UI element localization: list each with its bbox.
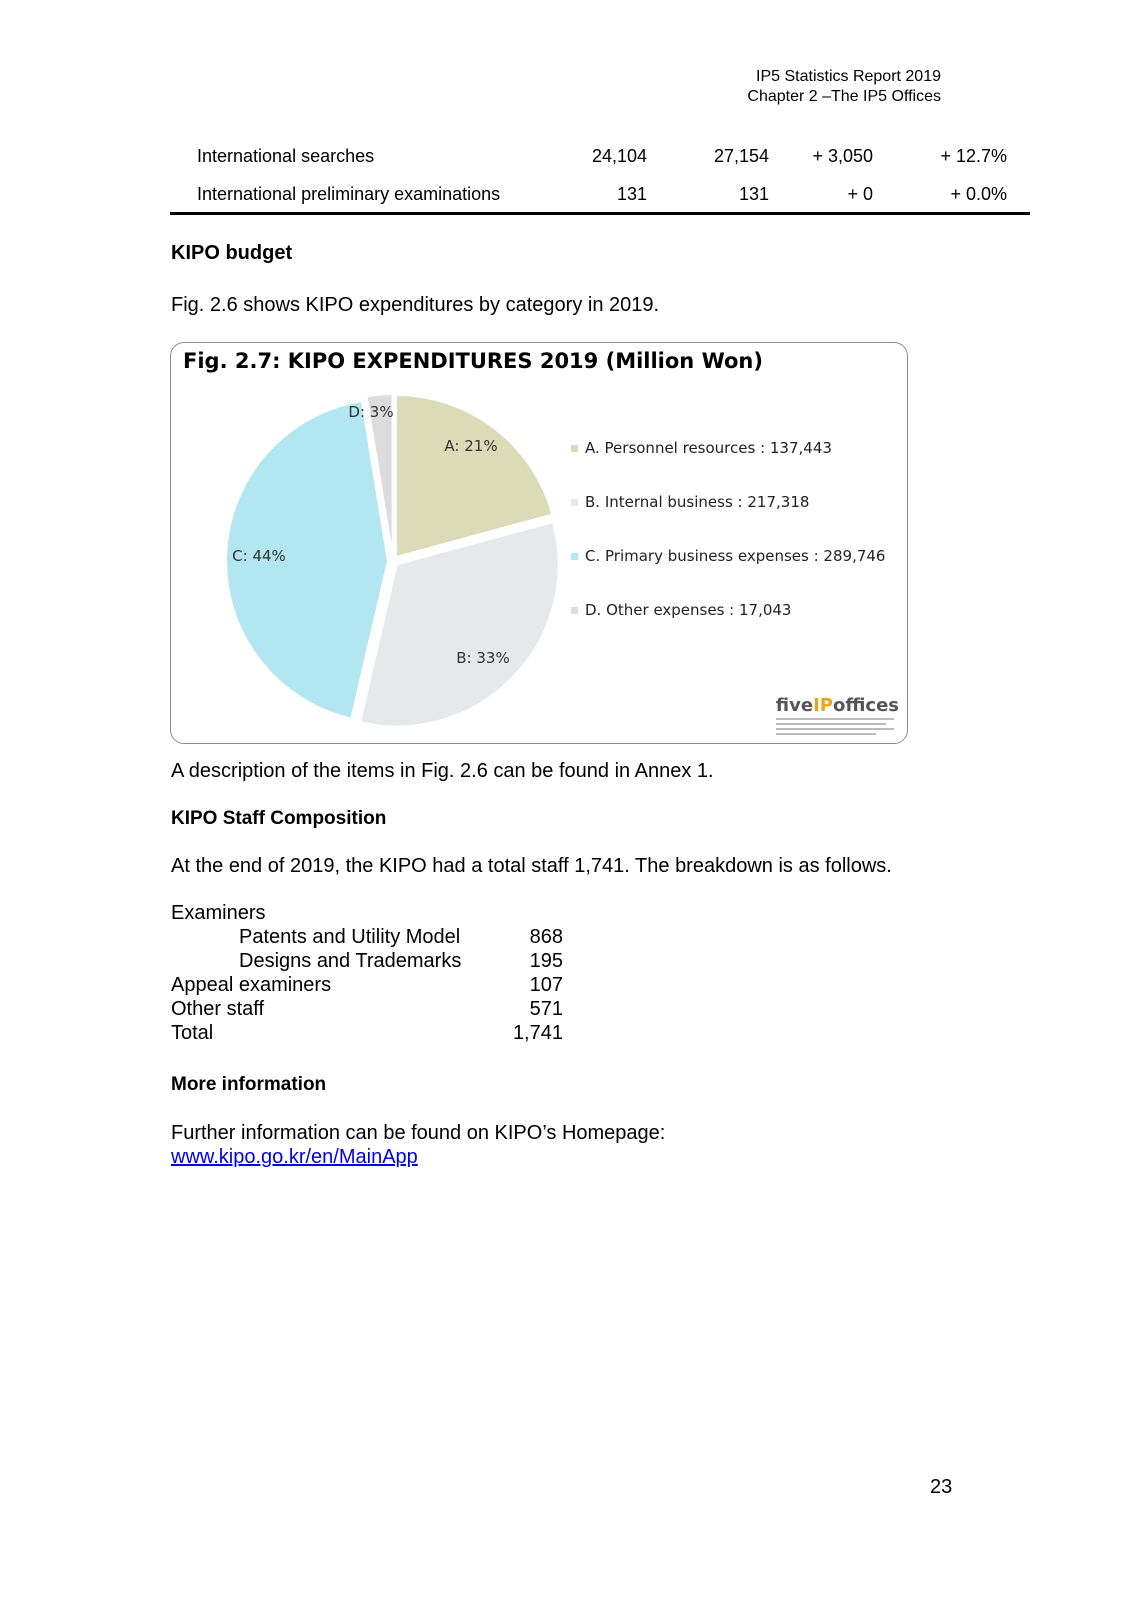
staff-value-total: 1,741: [512, 1022, 563, 1044]
more-info-heading: More information: [171, 1074, 327, 1095]
budget-note: A description of the items in Fig. 2.6 can be found in Annex 1.: [171, 760, 714, 782]
pie-slice-b: [360, 522, 559, 726]
row-value-1: 131: [616, 184, 647, 204]
legend-item-c: C. Primary business expenses : 289,746: [585, 547, 886, 565]
staff-value-appeal: 107: [529, 974, 563, 996]
header-report-title: IP5 Statistics Report 2019: [756, 68, 941, 85]
staff-label-patents: Patents and Utility Model: [239, 926, 461, 948]
legend-swatch-d: [571, 607, 578, 614]
expenditure-chart: [170, 342, 908, 744]
fiveipoffices-logo: [776, 697, 899, 735]
logo-text-five: five: [775, 695, 814, 716]
slice-label-c: C: 44%: [232, 547, 286, 565]
staff-value-patents: 868: [529, 926, 563, 948]
row-value-1: 24,104: [591, 146, 647, 166]
chart-title: Fig. 2.7: KIPO EXPENDITURES 2019 (Million Won): [183, 349, 763, 373]
staff-label-examiners: Examiners: [171, 902, 266, 924]
legend-swatch-a: [571, 445, 578, 452]
logo-text-offices: offices: [832, 695, 899, 716]
staff-label-other: Other staff: [171, 998, 265, 1020]
pie-chart: [171, 343, 907, 743]
staff-label-total: Total: [171, 1022, 214, 1044]
row-value-3: + 3,050: [812, 146, 873, 166]
table-row: [197, 146, 1017, 176]
page-number: 23: [930, 1476, 953, 1498]
staff-intro: At the end of 2019, the KIPO had a total staff 1,741. The breakdown is as follows.: [171, 855, 892, 877]
legend-item-b: B. Internal business : 217,318: [585, 493, 810, 511]
budget-intro: Fig. 2.6 shows KIPO expenditures by category in 2019.: [171, 294, 660, 316]
row-value-4: + 12.7%: [940, 146, 1007, 166]
logo-text-ip: IP: [813, 695, 833, 716]
more-info-text: Further information can be found on KIPO’s Homepage:: [171, 1122, 666, 1144]
staff-value-designs: 195: [529, 950, 563, 972]
table-row: [197, 184, 1017, 214]
row-label: International searches: [197, 146, 375, 166]
row-value-3: + 0: [847, 184, 873, 204]
slice-label-b: B: 33%: [456, 649, 510, 667]
row-value-2: 131: [738, 184, 769, 204]
header-chapter: Chapter 2 –The IP5 Offices: [747, 88, 941, 105]
row-value-4: + 0.0%: [950, 184, 1007, 204]
kipo-homepage-link[interactable]: www.kipo.go.kr/en/MainApp: [171, 1146, 418, 1168]
row-label: International preliminary examinations: [197, 184, 501, 204]
legend-swatch-c: [571, 553, 578, 560]
legend-item-d: D. Other expenses : 17,043: [585, 601, 792, 619]
staff-label-appeal: Appeal examiners: [171, 974, 332, 996]
row-value-2: 27,154: [713, 146, 769, 166]
slice-label-d: D: 3%: [348, 403, 394, 421]
staff-breakdown: [171, 901, 591, 1061]
legend-swatch-b: [571, 499, 578, 506]
table-bottom-rule: [170, 212, 1030, 215]
legend-item-a: A. Personnel resources : 137,443: [585, 439, 832, 457]
staff-value-other: 571: [529, 998, 563, 1020]
staff-label-designs: Designs and Trademarks: [239, 950, 462, 972]
budget-heading: KIPO budget: [171, 242, 293, 264]
running-header: [747, 67, 941, 107]
staff-heading: KIPO Staff Composition: [171, 808, 387, 829]
slice-label-a: A: 21%: [444, 437, 498, 455]
